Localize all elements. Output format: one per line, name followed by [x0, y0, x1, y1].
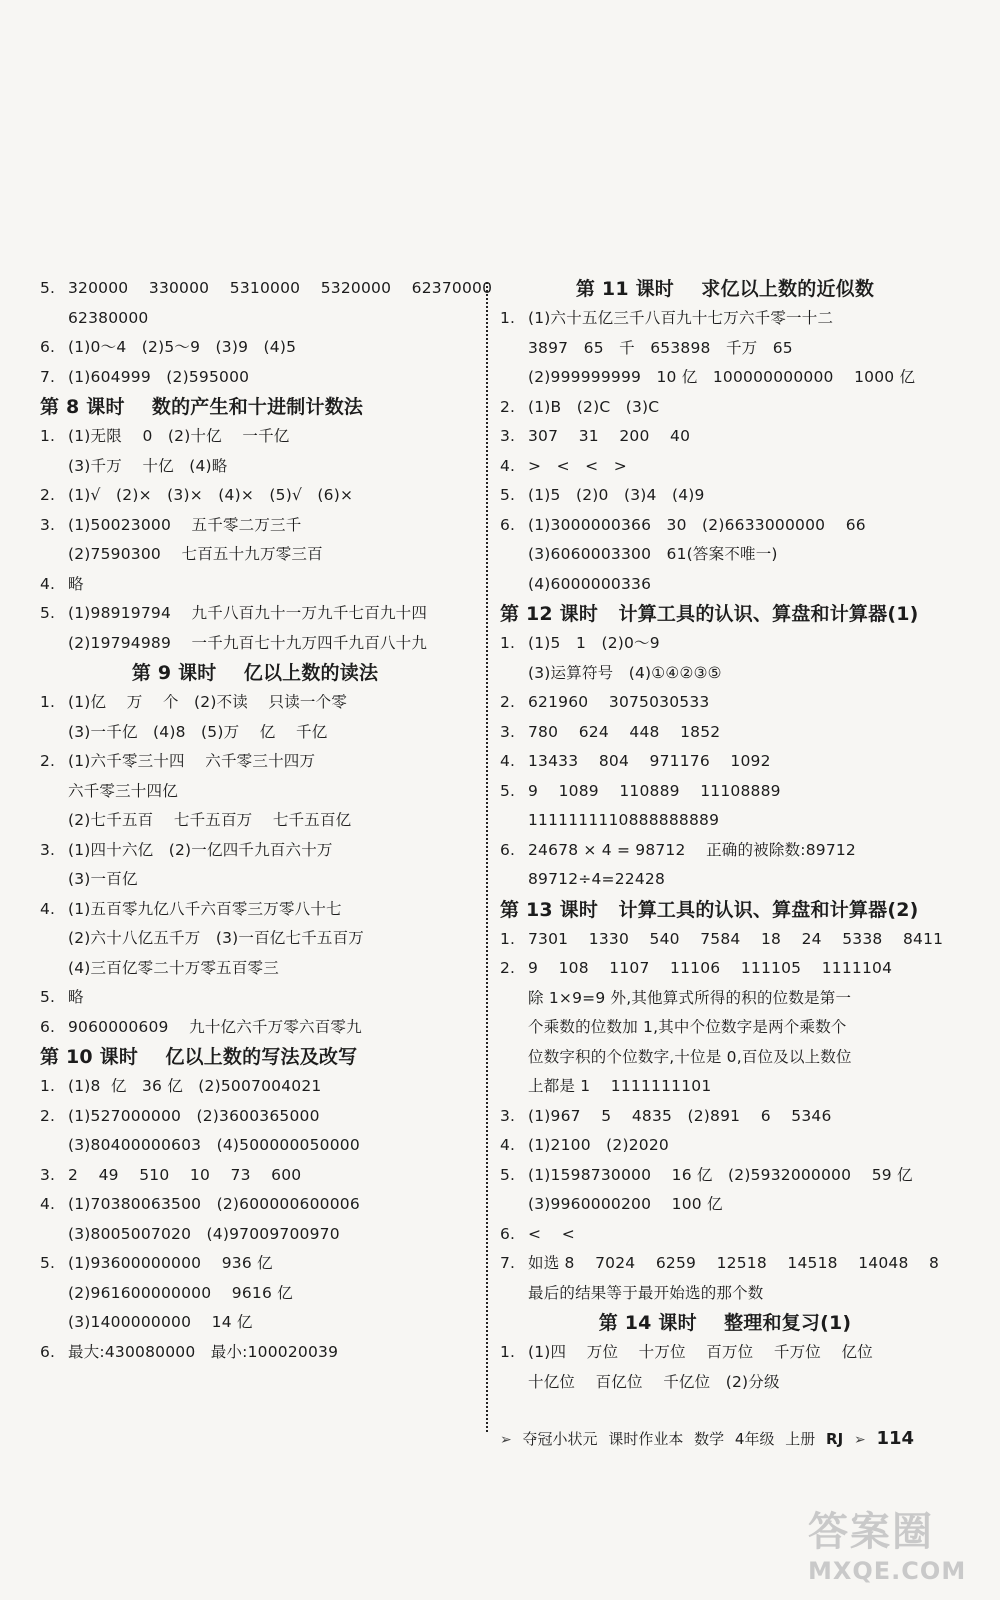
item-text: 621960 3075030533	[528, 693, 710, 711]
item-number: 5.	[500, 1165, 516, 1184]
answer-item	[40, 1249, 470, 1279]
answer-item	[500, 1220, 950, 1250]
answer-item	[40, 1338, 470, 1368]
item-text: 最大:430080000 最小:100020039	[68, 1342, 339, 1361]
item-text: (1)√ (2)× (3)× (4)× (5)√ (6)×	[68, 486, 354, 504]
item-number: 6.	[500, 515, 516, 534]
item-number: 5.	[40, 279, 56, 297]
footer-subject: 数学	[694, 1430, 725, 1448]
section-heading: 第 11 课时 求亿以上数的近似数	[575, 278, 875, 300]
page-number: 114	[876, 1428, 915, 1449]
answer-item	[40, 983, 470, 1013]
item-number: 6.	[500, 840, 516, 859]
answer-item	[500, 747, 950, 777]
item-number: 1.	[40, 1077, 56, 1095]
item-text: (1)967 5 4835 (2)891 6 5346	[528, 1106, 832, 1125]
item-number: 1.	[500, 1343, 516, 1361]
answer-item	[500, 1249, 950, 1279]
answer-continuation: (2)961600000000 9616 亿	[68, 1283, 293, 1302]
answer-continuation: (3)一千亿 (4)8 (5)万 亿 千亿	[68, 722, 328, 741]
answer-item	[40, 363, 470, 393]
item-number: 3.	[40, 515, 56, 534]
answer-item	[40, 274, 493, 304]
item-text: (1)亿 万 个 (2)不读 只读一个零	[68, 693, 348, 711]
answer-item	[40, 333, 470, 363]
item-number: 3.	[40, 1165, 56, 1184]
answer-item	[40, 570, 470, 600]
item-number: 7.	[40, 367, 56, 386]
item-text: 9 1089 110889 11108889	[528, 781, 781, 800]
watermark-url: MXQE.COM	[808, 1557, 967, 1585]
item-number: 6.	[40, 338, 56, 356]
item-number: 2.	[40, 486, 56, 504]
answer-item	[500, 1102, 950, 1132]
answer-continuation: (2)19794989 一千九百七十九万四千九百八十九	[68, 633, 428, 652]
item-number: 4.	[500, 456, 516, 475]
item-number: 2.	[500, 397, 516, 416]
item-text: (1)0～4 (2)5～9 (3)9 (4)5	[68, 338, 297, 356]
answer-item	[500, 1131, 950, 1161]
answer-item	[40, 836, 470, 866]
answer-item	[500, 836, 950, 866]
item-text: 略	[68, 574, 84, 593]
item-number: 2.	[40, 1106, 56, 1125]
answer-item	[40, 1190, 470, 1220]
item-number: 7.	[500, 1254, 516, 1272]
item-number: 4.	[40, 1195, 56, 1213]
answer-continuation: (4)6000000336	[528, 574, 652, 593]
right-column	[500, 274, 950, 1397]
answer-continuation: (3)1400000000 14 亿	[68, 1313, 253, 1331]
item-text: 13433 804 971176 1092	[528, 752, 771, 770]
item-text: (1)四十六亿 (2)一亿四千九百六十万	[68, 840, 333, 859]
item-number: 1.	[40, 693, 56, 711]
item-text: (1)70380063500 (2)600000600006	[68, 1195, 360, 1213]
answer-item	[500, 511, 950, 541]
item-number: 1.	[40, 427, 56, 445]
answer-item	[500, 777, 950, 807]
answer-continuation: (2)七千五百 七千五百万 七千五百亿	[68, 811, 352, 829]
section-heading: 第 14 课时 整理和复习(1)	[598, 1312, 852, 1334]
column-divider	[486, 282, 488, 1432]
item-text: (1)8 亿 36 亿 (2)5007004021	[68, 1077, 322, 1095]
item-text: (1)2100 (2)2020	[528, 1136, 669, 1154]
item-text: 如选 8 7024 6259 12518 14518 14048 8	[528, 1254, 940, 1272]
answer-item	[40, 599, 470, 629]
item-number: 1.	[500, 634, 516, 652]
item-text: (1)无限 0 (2)十亿 一千亿	[68, 427, 290, 445]
watermark-logo-text: 答案圈	[808, 1509, 934, 1555]
item-text: (1)5 1 (2)0～9	[528, 634, 660, 652]
item-number: 1.	[500, 309, 516, 327]
item-text: 9060000609 九十亿六千万零六百零九	[68, 1017, 362, 1036]
item-text: 780 624 448 1852	[528, 722, 721, 741]
footer-book: 课时作业本	[608, 1430, 684, 1448]
answer-item	[500, 422, 950, 452]
answer-continuation: (2)六十八亿五千万 (3)一百亿七千五百万	[68, 929, 364, 947]
answer-continuation: (2)999999999 10 亿 100000000000 1000 亿	[528, 368, 916, 386]
answer-item	[500, 481, 950, 511]
item-number: 6.	[40, 1017, 56, 1036]
answer-item	[40, 1102, 470, 1132]
answer-continuation: (2)7590300 七百五十九万零三百	[68, 545, 323, 563]
answer-item	[40, 1072, 470, 1102]
item-text: > < < >	[528, 456, 627, 475]
left-column	[40, 274, 493, 1367]
answer-item	[500, 393, 950, 423]
section-heading: 第 10 课时 亿以上数的写法及改写	[40, 1046, 358, 1068]
item-number: 4.	[500, 1136, 516, 1154]
item-text: 2 49 510 10 73 600	[68, 1165, 302, 1184]
answer-continuation: 89712÷4=22428	[528, 870, 666, 888]
watermark-logo	[808, 1500, 988, 1590]
answer-continuation: (3)运算符号 (4)①④②③⑤	[528, 663, 722, 682]
item-text: 7301 1330 540 7584 18 24 5338 8411	[528, 929, 944, 948]
item-text: 320000 330000 5310000 5320000 62370000	[68, 279, 493, 297]
arrow-icon: ➢	[500, 1432, 512, 1448]
item-number: 6.	[500, 1224, 516, 1243]
item-text: 307 31 200 40	[528, 427, 691, 445]
answer-item	[500, 688, 950, 718]
footer-grade: 4年级	[734, 1430, 775, 1448]
answer-item	[40, 747, 470, 777]
item-number: 4.	[500, 752, 516, 770]
footer-brand: 夺冠小状元	[522, 1430, 598, 1448]
answer-continuation: 个乘数的位数加 1,其中个位数字是两个乘数个	[528, 1018, 847, 1036]
item-number: 3.	[500, 427, 516, 445]
answer-item	[500, 1338, 950, 1368]
item-text: (1)四 万位 十万位 百万位 千万位 亿位	[528, 1343, 873, 1361]
answer-continuation: 上都是 1 1111111101	[528, 1077, 712, 1095]
answer-item	[40, 1161, 470, 1191]
answer-item	[40, 481, 470, 511]
item-number: 2.	[500, 959, 516, 977]
answer-continuation: (4)三百亿零二十万零五百零三	[68, 958, 279, 977]
item-number: 2.	[500, 693, 516, 711]
item-text: (1)5 (2)0 (3)4 (4)9	[528, 486, 705, 504]
item-text: (1)1598730000 16 亿 (2)5932000000 59 亿	[528, 1165, 913, 1184]
arrow-icon: ➢	[853, 1432, 866, 1448]
item-number: 3.	[500, 1106, 516, 1125]
answer-continuation: 62380000	[68, 308, 149, 327]
answer-continuation: 除 1×9=9 外,其他算式所得的积的位数是第一	[528, 988, 852, 1007]
answer-item	[500, 925, 950, 955]
item-number: 3.	[500, 722, 516, 741]
answer-item	[500, 304, 950, 334]
answer-continuation: 1111111110888888889	[528, 811, 720, 829]
answer-continuation: 六千零三十四亿	[68, 781, 178, 800]
answer-item	[40, 1013, 470, 1043]
answer-continuation: 3897 65 千 653898 千万 65	[528, 338, 793, 357]
item-text: (1)93600000000 936 亿	[68, 1254, 273, 1272]
item-number: 5.	[40, 604, 56, 622]
section-heading: 第 9 课时 亿以上数的读法	[131, 662, 379, 684]
answer-item	[500, 954, 950, 984]
answer-item	[40, 422, 470, 452]
item-number: 5.	[500, 486, 516, 504]
answer-item	[40, 511, 470, 541]
answer-item	[500, 629, 950, 659]
answer-item	[500, 718, 950, 748]
item-number: 5.	[500, 781, 516, 800]
item-number: 4.	[40, 574, 56, 593]
section-heading: 第 12 课时 计算工具的认识、算盘和计算器(1)	[500, 603, 919, 625]
item-number: 3.	[40, 840, 56, 859]
item-number: 5.	[40, 1254, 56, 1272]
answer-continuation: (3)9960000200 100 亿	[528, 1195, 723, 1213]
item-number: 2.	[40, 752, 56, 770]
section-heading: 第 13 课时 计算工具的认识、算盘和计算器(2)	[500, 898, 919, 921]
item-number: 6.	[40, 1342, 56, 1361]
item-text: (1)527000000 (2)3600365000	[68, 1106, 320, 1125]
answer-item	[500, 452, 950, 482]
item-text: < <	[528, 1224, 575, 1243]
item-text: (1)604999 (2)595000	[68, 367, 250, 386]
item-text: 24678 × 4 = 98712 正确的被除数:89712	[528, 840, 856, 859]
section-heading: 第 8 课时 数的产生和十进制计数法	[40, 396, 364, 418]
answer-continuation: (3)6060003300 61(答案不唯一)	[528, 545, 778, 563]
item-text: (1)六十五亿三千八百九十七万六千零一十二	[528, 309, 834, 327]
item-text: (1)50023000 五千零二万三千	[68, 515, 302, 534]
item-text: (1)五百零九亿八千六百零三万零八十七	[68, 899, 342, 918]
item-text: (1)3000000366 30 (2)6633000000 66	[528, 515, 866, 534]
answer-item	[500, 1161, 950, 1191]
item-text: 略	[68, 988, 84, 1006]
answer-continuation: (3)一百亿	[68, 870, 138, 888]
answer-continuation: (3)千万 十亿 (4)略	[68, 456, 228, 475]
item-text: (1)六千零三十四 六千零三十四万	[68, 752, 316, 770]
answer-continuation: (3)80400000603 (4)500000050000	[68, 1136, 360, 1154]
item-text: 9 108 1107 11106 111105 1111104	[528, 959, 893, 977]
answer-continuation: 最后的结果等于最开始选的那个数	[528, 1283, 764, 1302]
item-text: (1)98919794 九千八百九十一万九千七百九十四	[68, 604, 428, 622]
answer-item	[40, 688, 470, 718]
footer-volume: 上册	[785, 1430, 816, 1448]
answer-continuation: 十亿位 百亿位 千亿位 (2)分级	[528, 1372, 780, 1391]
item-text: (1)B (2)C (3)C	[528, 397, 660, 416]
item-number: 4.	[40, 899, 56, 918]
page-footer	[500, 1428, 950, 1449]
item-number: 5.	[40, 988, 56, 1006]
answer-item	[40, 895, 470, 925]
item-number: 1.	[500, 929, 516, 948]
answer-continuation: 位数字积的个位数字,十位是 0,百位及以上数位	[528, 1047, 852, 1066]
answer-continuation: (3)8005007020 (4)97009700970	[68, 1224, 340, 1243]
footer-edition: RJ	[826, 1430, 844, 1448]
